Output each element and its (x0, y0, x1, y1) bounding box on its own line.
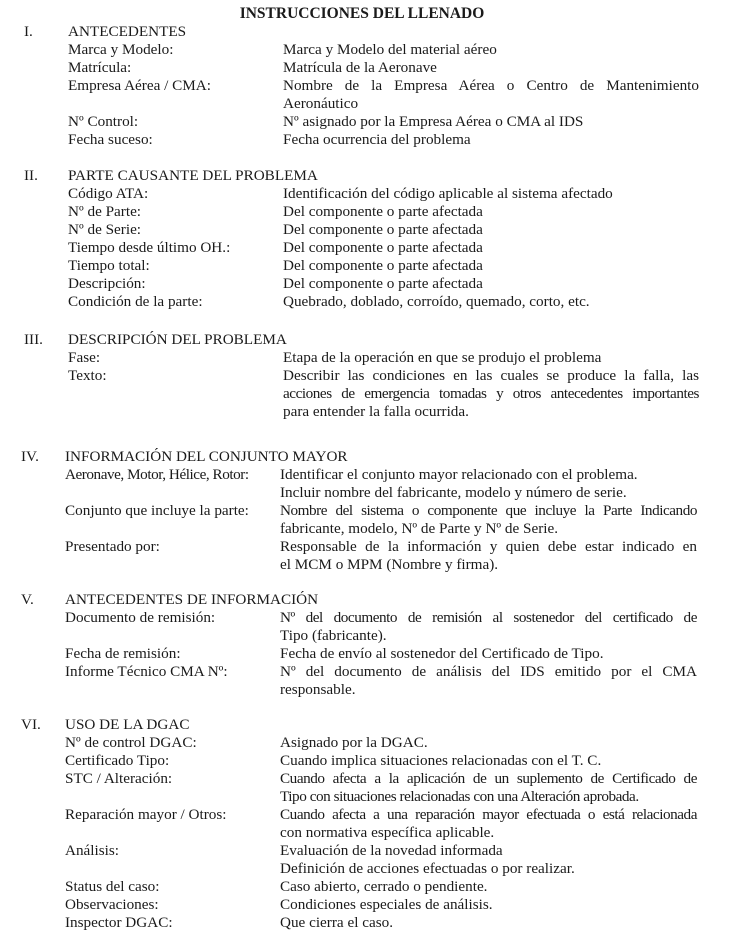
section-antecedentes-informacion (0, 591, 742, 699)
field-row-documento-remision (0, 609, 742, 645)
field-label: Status del caso: (65, 878, 160, 895)
field-description: Cuando implica situaciones relacionadas con el T. C. (280, 752, 602, 769)
field-description: Matrícula de la Aeronave (283, 59, 437, 76)
field-row-codigo-ata (0, 185, 742, 203)
field-label: Tiempo desde último OH.: (68, 239, 231, 256)
section-numeral: III. (24, 331, 43, 348)
field-row-n-control (0, 113, 742, 131)
field-row-tiempo-total (0, 257, 742, 275)
field-description: Caso abierto, cerrado o pendiente. (280, 878, 488, 895)
document-title: INSTRUCCIONES DEL LLENADO (239, 5, 485, 22)
field-row-fecha-suceso (0, 131, 742, 149)
field-description: Del componente o parte afectada (283, 221, 483, 238)
section-parte-causante (0, 167, 742, 311)
section-heading: USO DE LA DGAC (65, 716, 190, 733)
field-label: Observaciones: (65, 896, 159, 913)
field-label: Marca y Modelo: (68, 41, 174, 58)
field-label: Certificado Tipo: (65, 752, 170, 769)
field-row-fecha-remision (0, 645, 742, 663)
field-row-stc-alteracion (0, 770, 742, 806)
field-description: Asignado por la DGAC. (280, 734, 428, 751)
field-row-empresa-aerea (0, 77, 742, 113)
section-heading: ANTECEDENTES (68, 23, 187, 40)
field-label: STC / Alteración: (65, 770, 173, 787)
field-row-certificado-tipo (0, 752, 742, 770)
field-label: Fecha de remisión: (65, 645, 181, 662)
section-numeral: VI. (21, 716, 41, 733)
field-description: Del componente o parte afectada (283, 257, 483, 274)
field-label: Código ATA: (68, 185, 149, 202)
field-row-conjunto-parte (0, 502, 742, 538)
field-label: Fase: (68, 349, 101, 366)
section-uso-dgac (0, 716, 742, 932)
field-label: Nº de Serie: (68, 221, 142, 238)
field-label: Nº de Parte: (68, 203, 142, 220)
section-heading: ANTECEDENTES DE INFORMACIÓN (65, 591, 319, 608)
field-description: Del componente o parte afectada (283, 203, 483, 220)
field-description: Evaluación de la novedad informada Definición de acciones efectuadas o por realizar. (280, 842, 575, 877)
field-description: Condiciones especiales de análisis. (280, 896, 493, 913)
section-numeral: II. (24, 167, 38, 184)
field-description: Fecha ocurrencia del problema (283, 131, 471, 148)
field-label: Análisis: (65, 842, 120, 859)
field-description: Que cierra el caso. (280, 914, 393, 931)
field-row-n-serie (0, 221, 742, 239)
section-numeral: V. (21, 591, 34, 608)
field-row-tiempo-oh (0, 239, 742, 257)
field-label: Condición de la parte: (68, 293, 203, 310)
field-label: Tiempo total: (68, 257, 150, 274)
section-antecedentes (0, 23, 742, 149)
field-label: Documento de remisión: (65, 609, 216, 626)
section-heading: PARTE CAUSANTE DEL PROBLEMA (68, 167, 318, 184)
field-description: Etapa de la operación en que se produjo el problema (283, 349, 602, 366)
field-row-condicion (0, 293, 742, 311)
field-description: Responsable de la información y quien debe estar indicado en el MCM o MPM (Nombre y firma). (280, 538, 697, 573)
field-label: Inspector DGAC: (65, 914, 173, 931)
field-description: Del componente o parte afectada (283, 275, 483, 292)
field-label: Fecha suceso: (68, 131, 153, 148)
field-row-texto (0, 367, 742, 421)
field-row-informe-tecnico (0, 663, 742, 699)
field-description: Cuando afecta a una reparación mayor efectuada o está relacionada con normativa específica aplicable. (280, 806, 697, 841)
section-conjunto-mayor (0, 448, 742, 574)
field-description: Del componente o parte afectada (283, 239, 483, 256)
field-label: Texto: (68, 367, 107, 384)
field-description: Cuando afecta a la aplicación de un suplemento de Certificado de Tipo con situaciones relacionadas con una Alteración aprobada. (280, 770, 697, 805)
field-row-aeronave-motor (0, 466, 742, 502)
field-row-status-caso (0, 878, 742, 896)
field-row-fase (0, 349, 742, 367)
field-row-n-parte (0, 203, 742, 221)
field-row-matricula (0, 59, 742, 77)
field-row-descripcion (0, 275, 742, 293)
field-description: Nº asignado por la Empresa Aérea o CMA al IDS (283, 113, 584, 130)
field-label: Descripción: (68, 275, 146, 292)
field-row-analisis (0, 842, 742, 878)
field-description: Identificación del código aplicable al sistema afectado (283, 185, 613, 202)
field-description: Nº del documento de remisión al sostenedor del certificado de Tipo (fabricante). (280, 609, 697, 644)
field-label: Nº Control: (68, 113, 139, 130)
field-description: Identificar el conjunto mayor relacionado con el problema. Incluir nombre del fabricante, modelo y número de serie. (280, 466, 638, 501)
field-description: Quebrado, doblado, corroído, quemado, corto, etc. (283, 293, 590, 310)
field-row-inspector-dgac (0, 914, 742, 932)
section-descripcion-problema (0, 331, 742, 421)
section-numeral: IV. (21, 448, 39, 465)
field-description: Nº del documento de análisis del IDS emitido por el CMA responsable. (280, 663, 697, 698)
section-numeral: I. (24, 23, 33, 40)
field-row-marca-modelo (0, 41, 742, 59)
field-row-control-dgac (0, 734, 742, 752)
field-description: Nombre de la Empresa Aérea o Centro de Mantenimiento Aeronáutico (283, 77, 699, 112)
field-row-observaciones (0, 896, 742, 914)
field-label: Reparación mayor / Otros: (65, 806, 227, 823)
field-description: Fecha de envío al sostenedor del Certificado de Tipo. (280, 645, 604, 662)
field-description: Nombre del sistema o componente que incluye la Parte Indicando fabricante, modelo, Nº de Parte y Nº de Serie. (280, 502, 697, 537)
field-description: Marca y Modelo del material aéreo (283, 41, 497, 58)
field-row-reparacion-mayor (0, 806, 742, 842)
section-heading: INFORMACIÓN DEL CONJUNTO MAYOR (65, 448, 348, 465)
field-label: Nº de control DGAC: (65, 734, 197, 751)
section-heading: DESCRIPCIÓN DEL PROBLEMA (68, 331, 287, 348)
field-description: Describir las condiciones en las cuales se produce la falla, las acciones de emergencia tomadas y otros antecedentes importantes para entender la falla ocurrida. (283, 367, 699, 420)
field-label: Conjunto que incluye la parte: (65, 502, 249, 519)
field-label: Empresa Aérea / CMA: (68, 77, 211, 94)
field-label: Matrícula: (68, 59, 132, 76)
field-row-presentado-por (0, 538, 742, 574)
field-label: Informe Técnico CMA Nº: (65, 663, 228, 680)
field-label: Presentado por: (65, 538, 160, 555)
field-label: Aeronave, Motor, Hélice, Rotor: (65, 466, 249, 483)
